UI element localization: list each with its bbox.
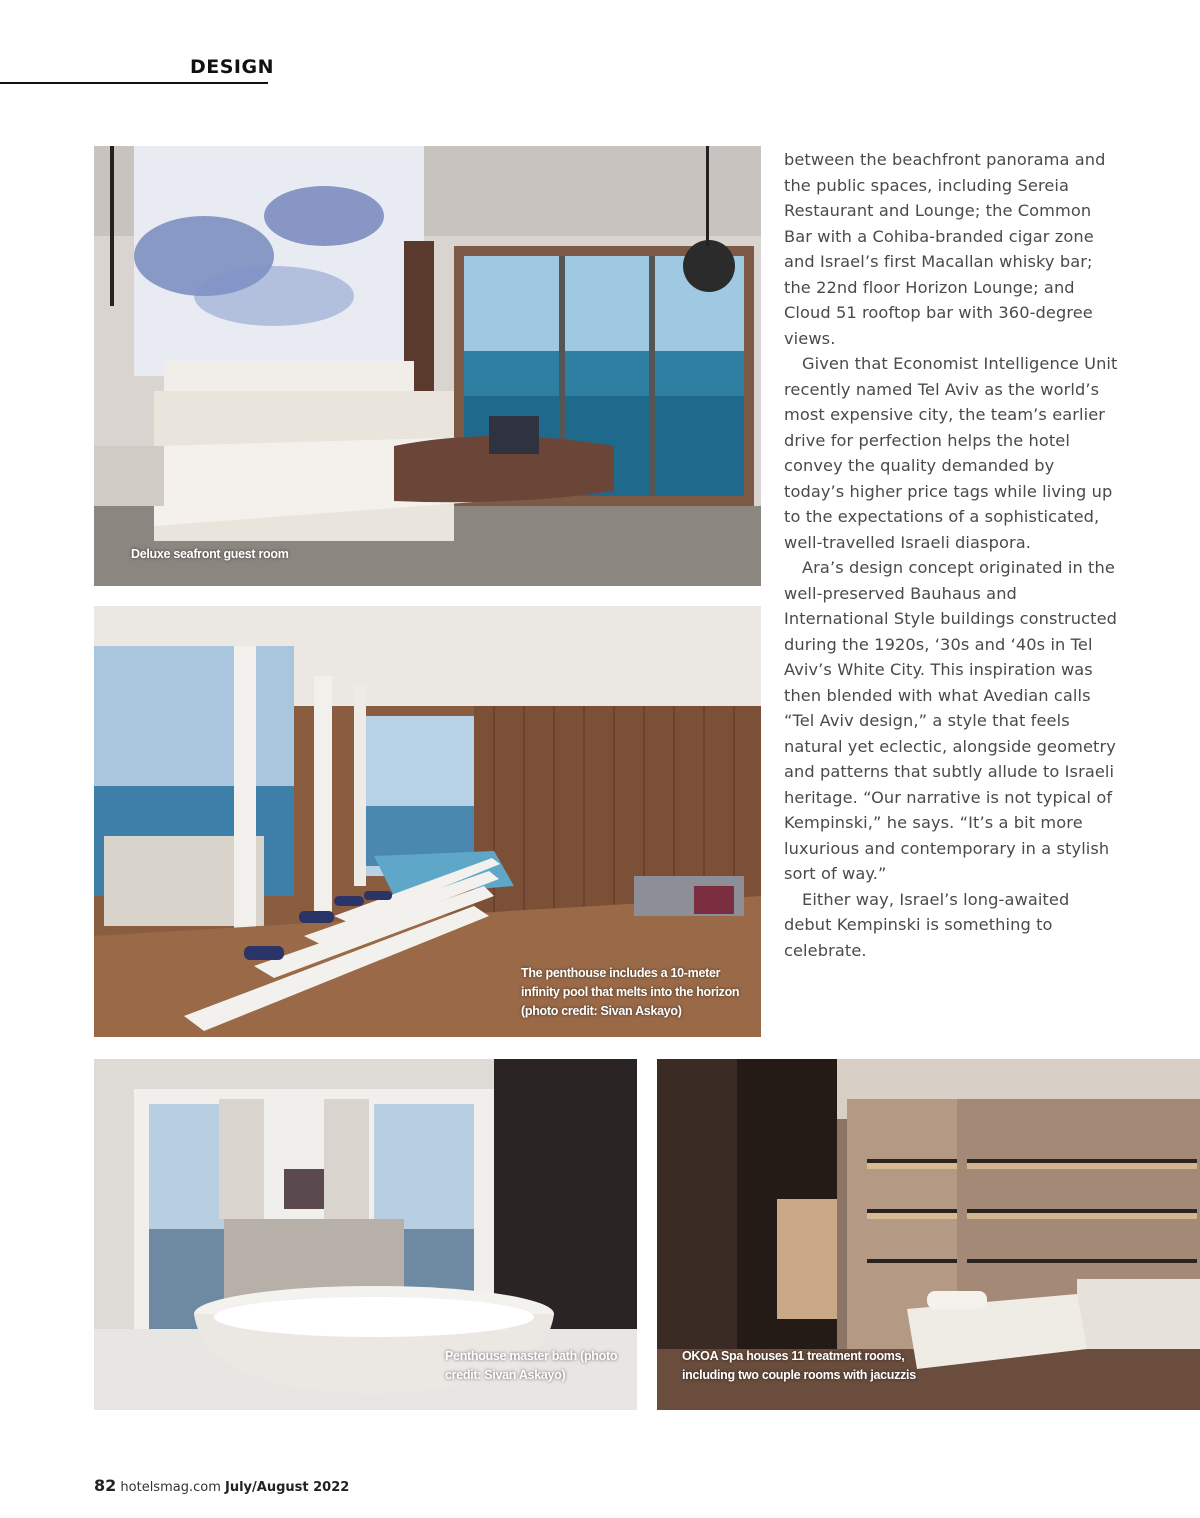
page-number: 82 [94,1476,117,1495]
spa-caption: OKOA Spa houses 11 treatment rooms, including two couple rooms with jacuzzis [682,1349,916,1382]
article-paragraph: between the beachfront panorama and the public spaces, including Sereia Restaurant and Lounge; the Common Bar with a Cohiba-branded cigar zone and Israel’s first Macallan whisky bar; the 22nd floor Horizon Lounge; and Cloud 51 rooftop bar with 360-degree views. [784,150,1106,348]
article-body [784,147,1119,963]
article-paragraph: Either way, Israel’s long-awaited debut Kempinski is something to celebrate. [784,889,1070,960]
bedroom-photo [94,146,761,586]
footer-issue: July/August 2022 [225,1480,350,1495]
bath-caption: Penthouse master bath (photo credit: Sivan Askayo) [445,1349,618,1382]
pool-caption: The penthouse includes a 10-meter infinity pool that melts into the horizon (photo credit: Sivan Askayo) [521,966,740,1018]
pool-photo [94,606,761,1037]
spa-photo [657,1059,1200,1410]
bedroom-caption: Deluxe seafront guest room [131,547,289,561]
section-rule [0,82,268,84]
page-footer [94,1476,349,1495]
bath-photo [94,1059,637,1410]
footer-site: hotelsmag.com [120,1480,221,1495]
article-paragraph: Ara’s design concept originated in the well-preserved Bauhaus and International Style buildings constructed during the 1920s, ‘30s and ‘40s in Tel Aviv’s White City. This inspiration was then blended with what Avedian calls “Tel Aviv design,” a style that feels natural yet eclectic, alongside geometry and patterns that subtly allude to Israeli heritage. “Our narrative is not typical of Kempinski,” he says. “It’s a bit more luxurious and contemporary in a stylish sort of way.” [784,558,1118,883]
section-label: DESIGN [190,56,275,78]
article-paragraph: Given that Economist Intelligence Unit recently named Tel Aviv as the world’s most expensive city, the team’s earlier drive for perfection helps the hotel convey the quality demanded by today’s higher price tags while living up to the expectations of a sophisticated, well-travelled Israeli diaspora. [784,354,1118,552]
